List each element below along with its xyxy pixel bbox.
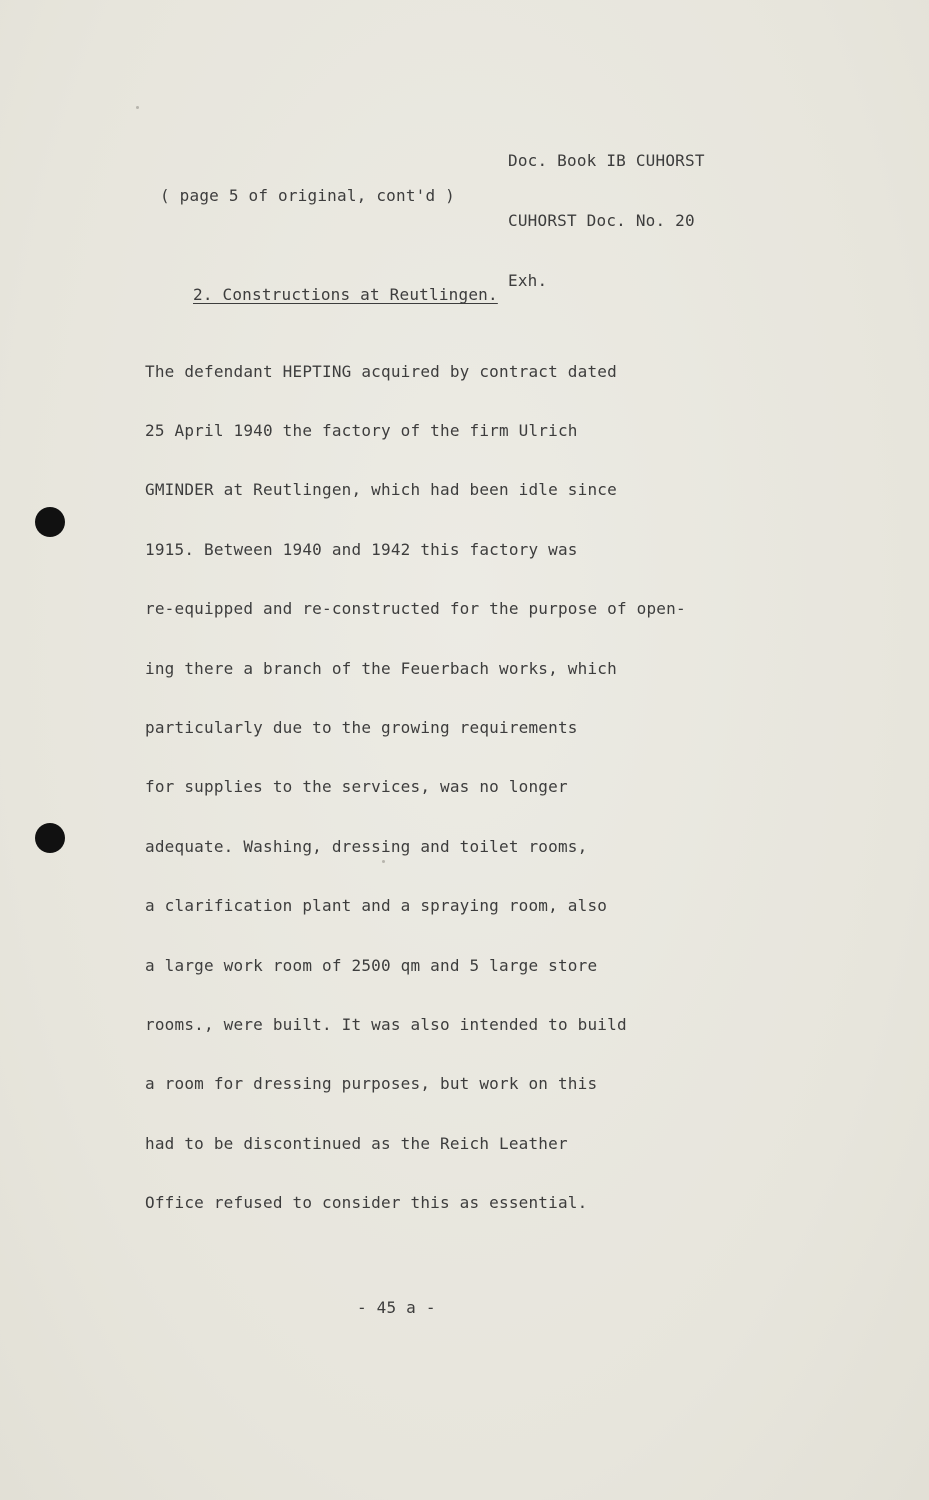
paper-speck (136, 106, 139, 109)
paper-speck (382, 860, 385, 863)
body-line: ing there a branch of the Feuerbach works, which (145, 658, 617, 678)
body-line: a room for dressing purposes, but work on this (145, 1074, 598, 1094)
body-line: a large work room of 2500 qm and 5 large store (145, 955, 598, 975)
punch-hole-top (35, 507, 65, 537)
body-line: 25 April 1940 the factory of the firm Ulrich (145, 420, 578, 440)
body-line: re-equipped and re-constructed for the purpose of open- (145, 599, 686, 619)
body-line: particularly due to the growing requirements (145, 717, 578, 737)
doc-book-line: Doc. Book IB CUHORST (508, 151, 705, 170)
punch-hole-bottom (35, 823, 65, 853)
body-line: GMINDER at Reutlingen, which had been idle since (145, 480, 617, 500)
body-line: had to be discontinued as the Reich Leather (145, 1133, 568, 1153)
doc-number-line: CUHORST Doc. No. 20 (508, 211, 695, 230)
body-line: The defendant HEPTING acquired by contract dated (145, 361, 617, 381)
document-reference (508, 111, 705, 331)
body-line: Office refused to consider this as essential. (145, 1193, 588, 1213)
body-line: adequate. Washing, dressing and toilet rooms, (145, 836, 588, 856)
body-paragraph (145, 322, 686, 1252)
exhibit-line: Exh. (508, 271, 548, 290)
body-line: rooms., were built. It was also intended to build (145, 1014, 627, 1034)
page-number: - 45 a - (357, 1298, 436, 1317)
body-line: a clarification plant and a spraying room, also (145, 896, 608, 916)
page-continuation-note: ( page 5 of original, cont'd ) (160, 186, 455, 205)
body-line: 1915. Between 1940 and 1942 this factory was (145, 539, 578, 559)
section-title: 2. Constructions at Reutlingen. (193, 285, 498, 304)
body-line: for supplies to the services, was no longer (145, 777, 568, 797)
